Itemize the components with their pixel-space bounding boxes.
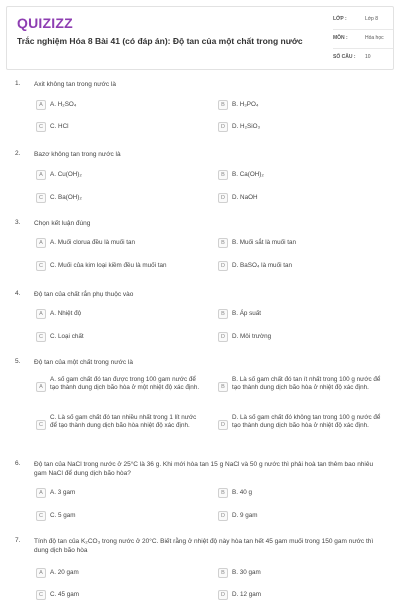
option-text: D. 9 gam xyxy=(232,512,258,519)
question-text: Axit không tan trong nước là xyxy=(34,81,116,88)
option-letter-box: C xyxy=(36,122,46,132)
option-text: C. Muối của kim loại kiềm đều là muối tan xyxy=(50,262,167,269)
option-text: D. NaOH xyxy=(232,194,258,201)
option-letter-box: A xyxy=(36,488,46,498)
option-letter-box: A xyxy=(36,238,46,248)
option-text: B. Là số gam chất đó tan ít nhất trong 100 g nước để tạo thành dung dịch bão hòa ở nhiệt độ xác định. xyxy=(232,376,381,391)
option-text: D. BaSO₄ là muối tan xyxy=(232,262,292,269)
question-text: Độ tan của một chất trong nước là xyxy=(34,359,133,366)
option-text: A. H₂SO₄ xyxy=(50,101,77,108)
option-letter-box: B xyxy=(218,238,228,248)
meta-value: Hóa học xyxy=(365,35,384,41)
option-text: A. Cu(OH)₂ xyxy=(50,171,82,178)
option-text: C. 45 gam xyxy=(50,591,80,598)
question-number: 3. xyxy=(15,219,21,226)
option-text: B. Ca(OH)₂ xyxy=(232,171,264,178)
option-letter-box: B xyxy=(218,309,228,319)
option-text: A. số gam chất đó tan được trong 100 gam nước để tạo thành dung dịch bão hòa ở một nhiệt độ xác định. xyxy=(50,376,200,391)
option-text: B. H₃PO₄ xyxy=(232,101,259,108)
meta-label: LỚP : xyxy=(333,16,347,22)
option-letter-box: C xyxy=(36,261,46,271)
question-number: 2. xyxy=(15,150,21,157)
option-text: C. 5 gam xyxy=(50,512,76,519)
meta-label: SỐ CÂU : xyxy=(333,54,356,60)
meta-row-grade xyxy=(333,11,393,30)
option-text: C. Ba(OH)₂ xyxy=(50,194,82,201)
option-letter-box: B xyxy=(218,488,228,498)
option-letter-box: B xyxy=(218,170,228,180)
option-letter-box: A xyxy=(36,382,46,392)
option-text: D. H₂SiO₃ xyxy=(232,123,261,130)
option-text: B. 40 g xyxy=(232,489,252,496)
question-number: 1. xyxy=(15,80,21,87)
question-text: Độ tan của NaCl trong nước ở 25°C là 36 g. Khi mới hòa tan 15 g NaCl và 50 g nước thì phải hoà tan thêm bao nhiêu gam NaCl để dung dịch bão hòa? xyxy=(34,461,374,477)
meta-row-subject xyxy=(333,30,393,49)
option-letter-box: A xyxy=(36,170,46,180)
option-letter-box: C xyxy=(36,511,46,521)
option-text: A. Muối clorua đều là muối tan xyxy=(50,239,136,246)
question-text: Chọn kết luận đúng xyxy=(34,220,91,227)
option-text: D. 12 gam xyxy=(232,591,262,598)
worksheet-meta xyxy=(333,7,393,67)
option-letter-box: D xyxy=(218,420,228,430)
question-number: 6. xyxy=(15,460,21,467)
question-text: Tính độ tan của K₂CO₃ trong nước ở 20°C. Biết rằng ở nhiệt độ này hòa tan hết 45 gam muối trong 150 gam nước thì dung dịch bão hòa xyxy=(34,538,374,554)
question-number: 7. xyxy=(15,537,21,544)
option-letter-box: D xyxy=(218,193,228,203)
option-text: A. 20 gam xyxy=(50,569,79,576)
option-text: A. Nhiệt độ xyxy=(50,310,82,317)
option-text: B. Áp suất xyxy=(232,310,262,317)
meta-label: MÔN : xyxy=(333,35,348,41)
option-text: B. Muối sắt là muối tan xyxy=(232,239,297,246)
option-letter-box: B xyxy=(218,382,228,392)
option-letter-box: D xyxy=(218,511,228,521)
option-text: C. Loại chất xyxy=(50,333,84,340)
option-letter-box: A xyxy=(36,309,46,319)
option-letter-box: C xyxy=(36,193,46,203)
question-text: Bazơ không tan trong nước là xyxy=(34,151,121,158)
option-letter-box: C xyxy=(36,590,46,600)
question-number: 4. xyxy=(15,290,21,297)
option-letter-box: D xyxy=(218,332,228,342)
option-letter-box: C xyxy=(36,332,46,342)
quizizz-logo: QUIZIZZ xyxy=(17,15,73,31)
option-text: B. 30 gam xyxy=(232,569,261,576)
option-letter-box: B xyxy=(218,568,228,578)
question-text: Độ tan của chất rắn phụ thuộc vào xyxy=(34,291,134,298)
option-letter-box: D xyxy=(218,590,228,600)
meta-value: Lớp 8 xyxy=(365,16,379,22)
option-text: D. Là số gam chất đó không tan trong 100 g nước để tạo thành dung dịch bão hòa ở nhiệt độ xác định. xyxy=(232,414,381,429)
option-letter-box: A xyxy=(36,100,46,110)
option-text: C. HCl xyxy=(50,123,69,130)
meta-row-count xyxy=(333,49,393,67)
option-letter-box: C xyxy=(36,420,46,430)
option-text: C. Là số gam chất đó tan nhiều nhất trong 1 lít nước để tạo thành dung dịch bão hòa nhiệt độ xác định. xyxy=(50,414,197,429)
option-letter-box: D xyxy=(218,122,228,132)
option-text: D. Môi trường xyxy=(232,333,272,340)
option-letter-box: B xyxy=(218,100,228,110)
worksheet-header xyxy=(6,6,394,70)
worksheet-title: Trắc nghiệm Hóa 8 Bài 41 (có đáp án): Độ tan của một chất trong nước xyxy=(17,36,303,46)
question-number: 5. xyxy=(15,358,21,365)
meta-value: 10 xyxy=(365,54,371,60)
option-letter-box: D xyxy=(218,261,228,271)
option-letter-box: A xyxy=(36,568,46,578)
option-text: A. 3 gam xyxy=(50,489,76,496)
